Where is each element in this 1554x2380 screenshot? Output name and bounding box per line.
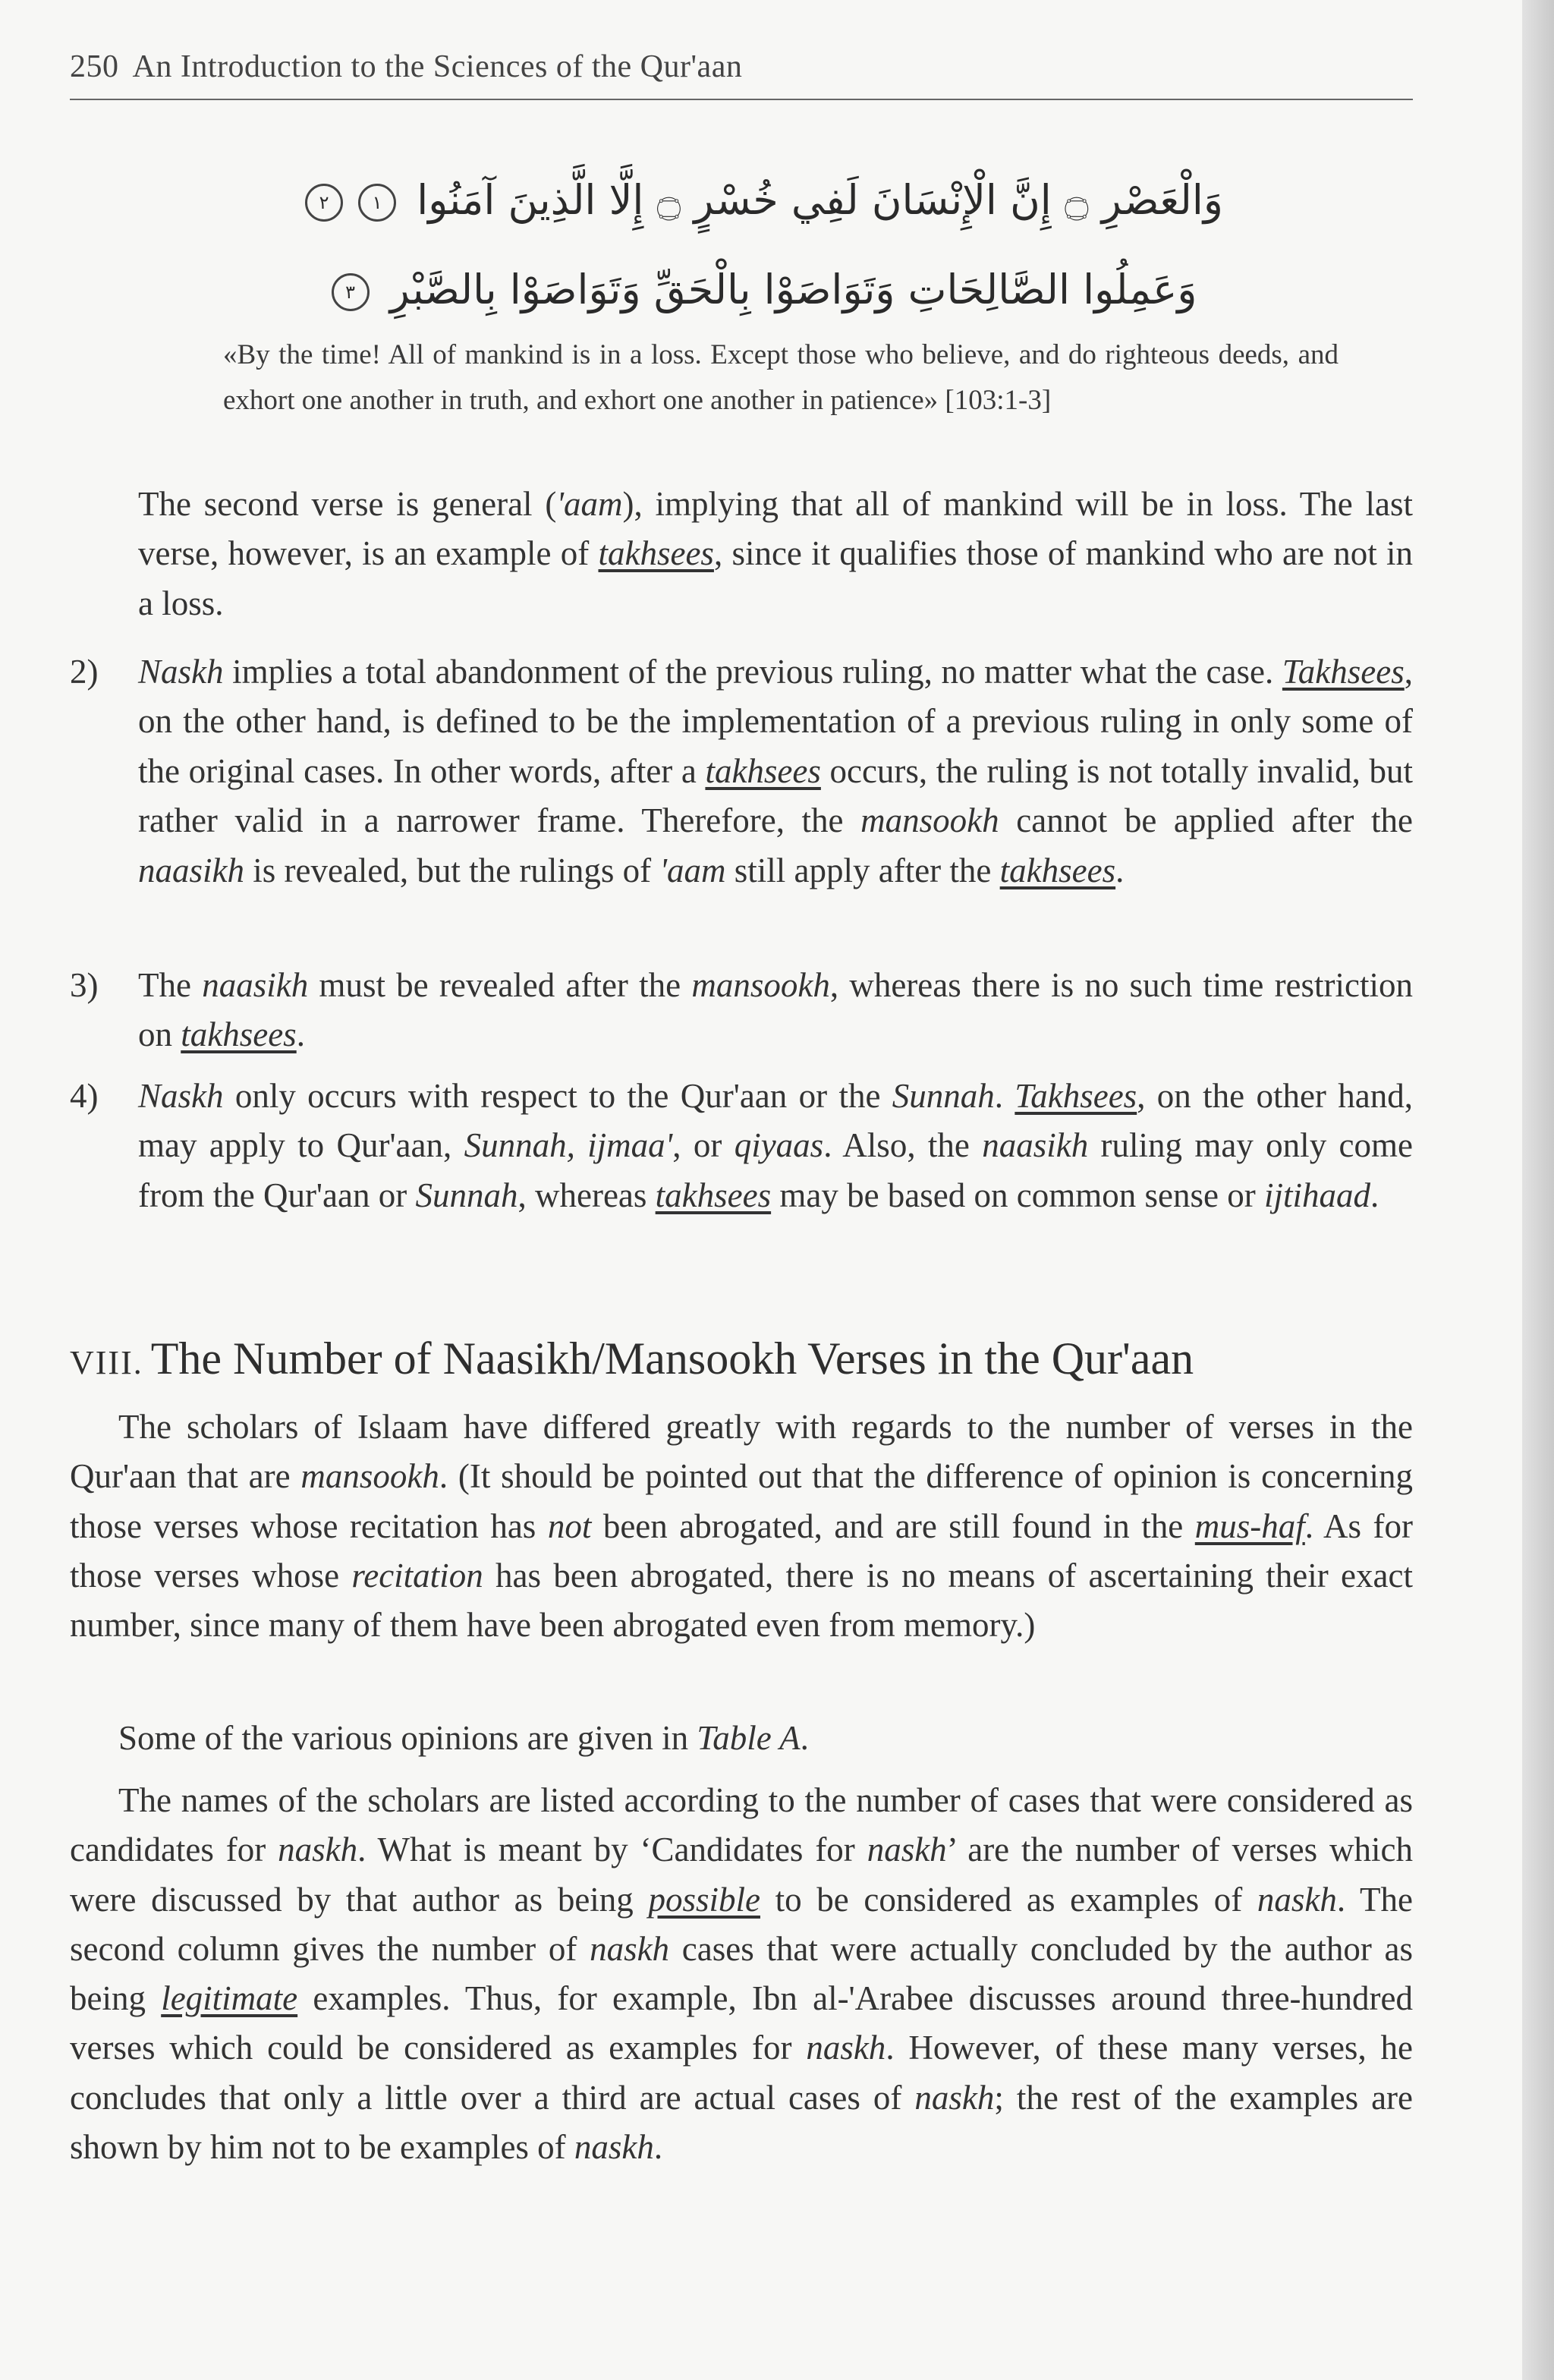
arabic-line-2: وَعَمِلُوا الصَّالِحَاتِ وَتَوَاصَوْا بِالْحَقِّ وَتَوَاصَوْا بِالصَّبْرِ ٣ (297, 245, 1223, 335)
arabic-verse-block (297, 156, 1223, 335)
running-header (70, 44, 1413, 100)
page-number: 250 (70, 49, 119, 84)
list-marker: 2) (70, 653, 99, 691)
list-item-text: The naasikh must be revealed after the mansookh, whereas there is no such time restriction on takhsees. (138, 966, 1414, 1054)
book-page (70, 0, 1413, 2380)
paragraph-scholars-differed: The scholars of Islaam have differed greatly with regards to the number of verses in the Qur'aan that are mansookh. (It should be pointed out that the difference of opinion is concerning those verses whose recitation has not been abrogated, and are still found in the mus-haf. As for those verses whose recitation has been abrogated, there is no means of ascertaining their exact number, since many of them have been abrogated even from memory.) (70, 1408, 1414, 1645)
running-title: An Introduction to the Sciences of the Qur'aan (132, 49, 743, 84)
list-item-4 (70, 1072, 1413, 1220)
paragraph-scholar-names: The names of the scholars are listed according to the number of cases that were considered as candidates for naskh. What is meant by ‘Candidates for naskh’ are the number of verses which were discussed by that author as being possible to be considered as examples of naskh. The second column gives the number of naskh cases that were actually concluded by the author as being legitimate examples. Thus, for example, Ibn al-'Arabee discusses around three-hundred verses which could be considered as examples for naskh. However, of these many verses, he concludes that only a little over a third are actual cases of naskh; the rest of the examples are shown by him not to be examples of naskh. (70, 1781, 1414, 2167)
list-item-text: Naskh implies a total abandonment of the previous ruling, no matter what the case. Takhsees, on the other hand, is defined to be the implementation of a previous ruling in only some of the original cases. In other words, after a takhsees occurs, the ruling is not totally invalid, but rather valid in a narrower frame. Therefore, the mansookh cannot be applied after the naasikh is revealed, but the rulings of 'aam still apply after the takhsees. (138, 653, 1413, 889)
list-item-3 (70, 961, 1413, 1060)
paragraph-table-reference: Some of the various opinions are given in Table A. (118, 1719, 809, 1757)
ayah-number-marker: ١ (358, 184, 396, 222)
list-marker: 4) (70, 1077, 99, 1115)
list-item-2 (70, 647, 1413, 896)
ayah-number-marker: ٢ (305, 184, 343, 222)
page-gutter-shadow (1522, 0, 1554, 2380)
paragraph-general-verse: The second verse is general ('aam), implying that all of mankind will be in loss. The last verse, however, is an example of takhsees, since it qualifies those of mankind who are not in a loss. (138, 485, 1413, 622)
ayah-number-marker: ٣ (332, 273, 370, 311)
verse-translation: «By the time! All of mankind is in a loss. Except those who believe, and do righteous deeds, and exhort one another in truth, and exhort one another in patience» [103:1-3] (223, 339, 1339, 416)
section-heading (70, 1327, 1413, 1395)
section-title: The Number of Naasikh/Mansookh Verses in the Qur'aan (150, 1333, 1194, 1384)
list-marker: 3) (70, 966, 99, 1004)
arabic-line-1: وَالْعَصْرِ ۝ إِنَّ الْإِنْسَانَ لَفِي خُسْرٍ ۝ إِلَّا الَّذِينَ آمَنُوا ١٢ (297, 156, 1223, 245)
list-item-text: Naskh only occurs with respect to the Qur'aan or the Sunnah. Takhsees, on the other hand, may apply to Qur'aan, Sunnah, ijmaa', or qiyaas. Also, the naasikh ruling may only come from the Qur'aan or Sunnah, whereas takhsees may be based on common sense or ijtihaad. (138, 1077, 1413, 1214)
section-number: VIII. (70, 1344, 143, 1381)
